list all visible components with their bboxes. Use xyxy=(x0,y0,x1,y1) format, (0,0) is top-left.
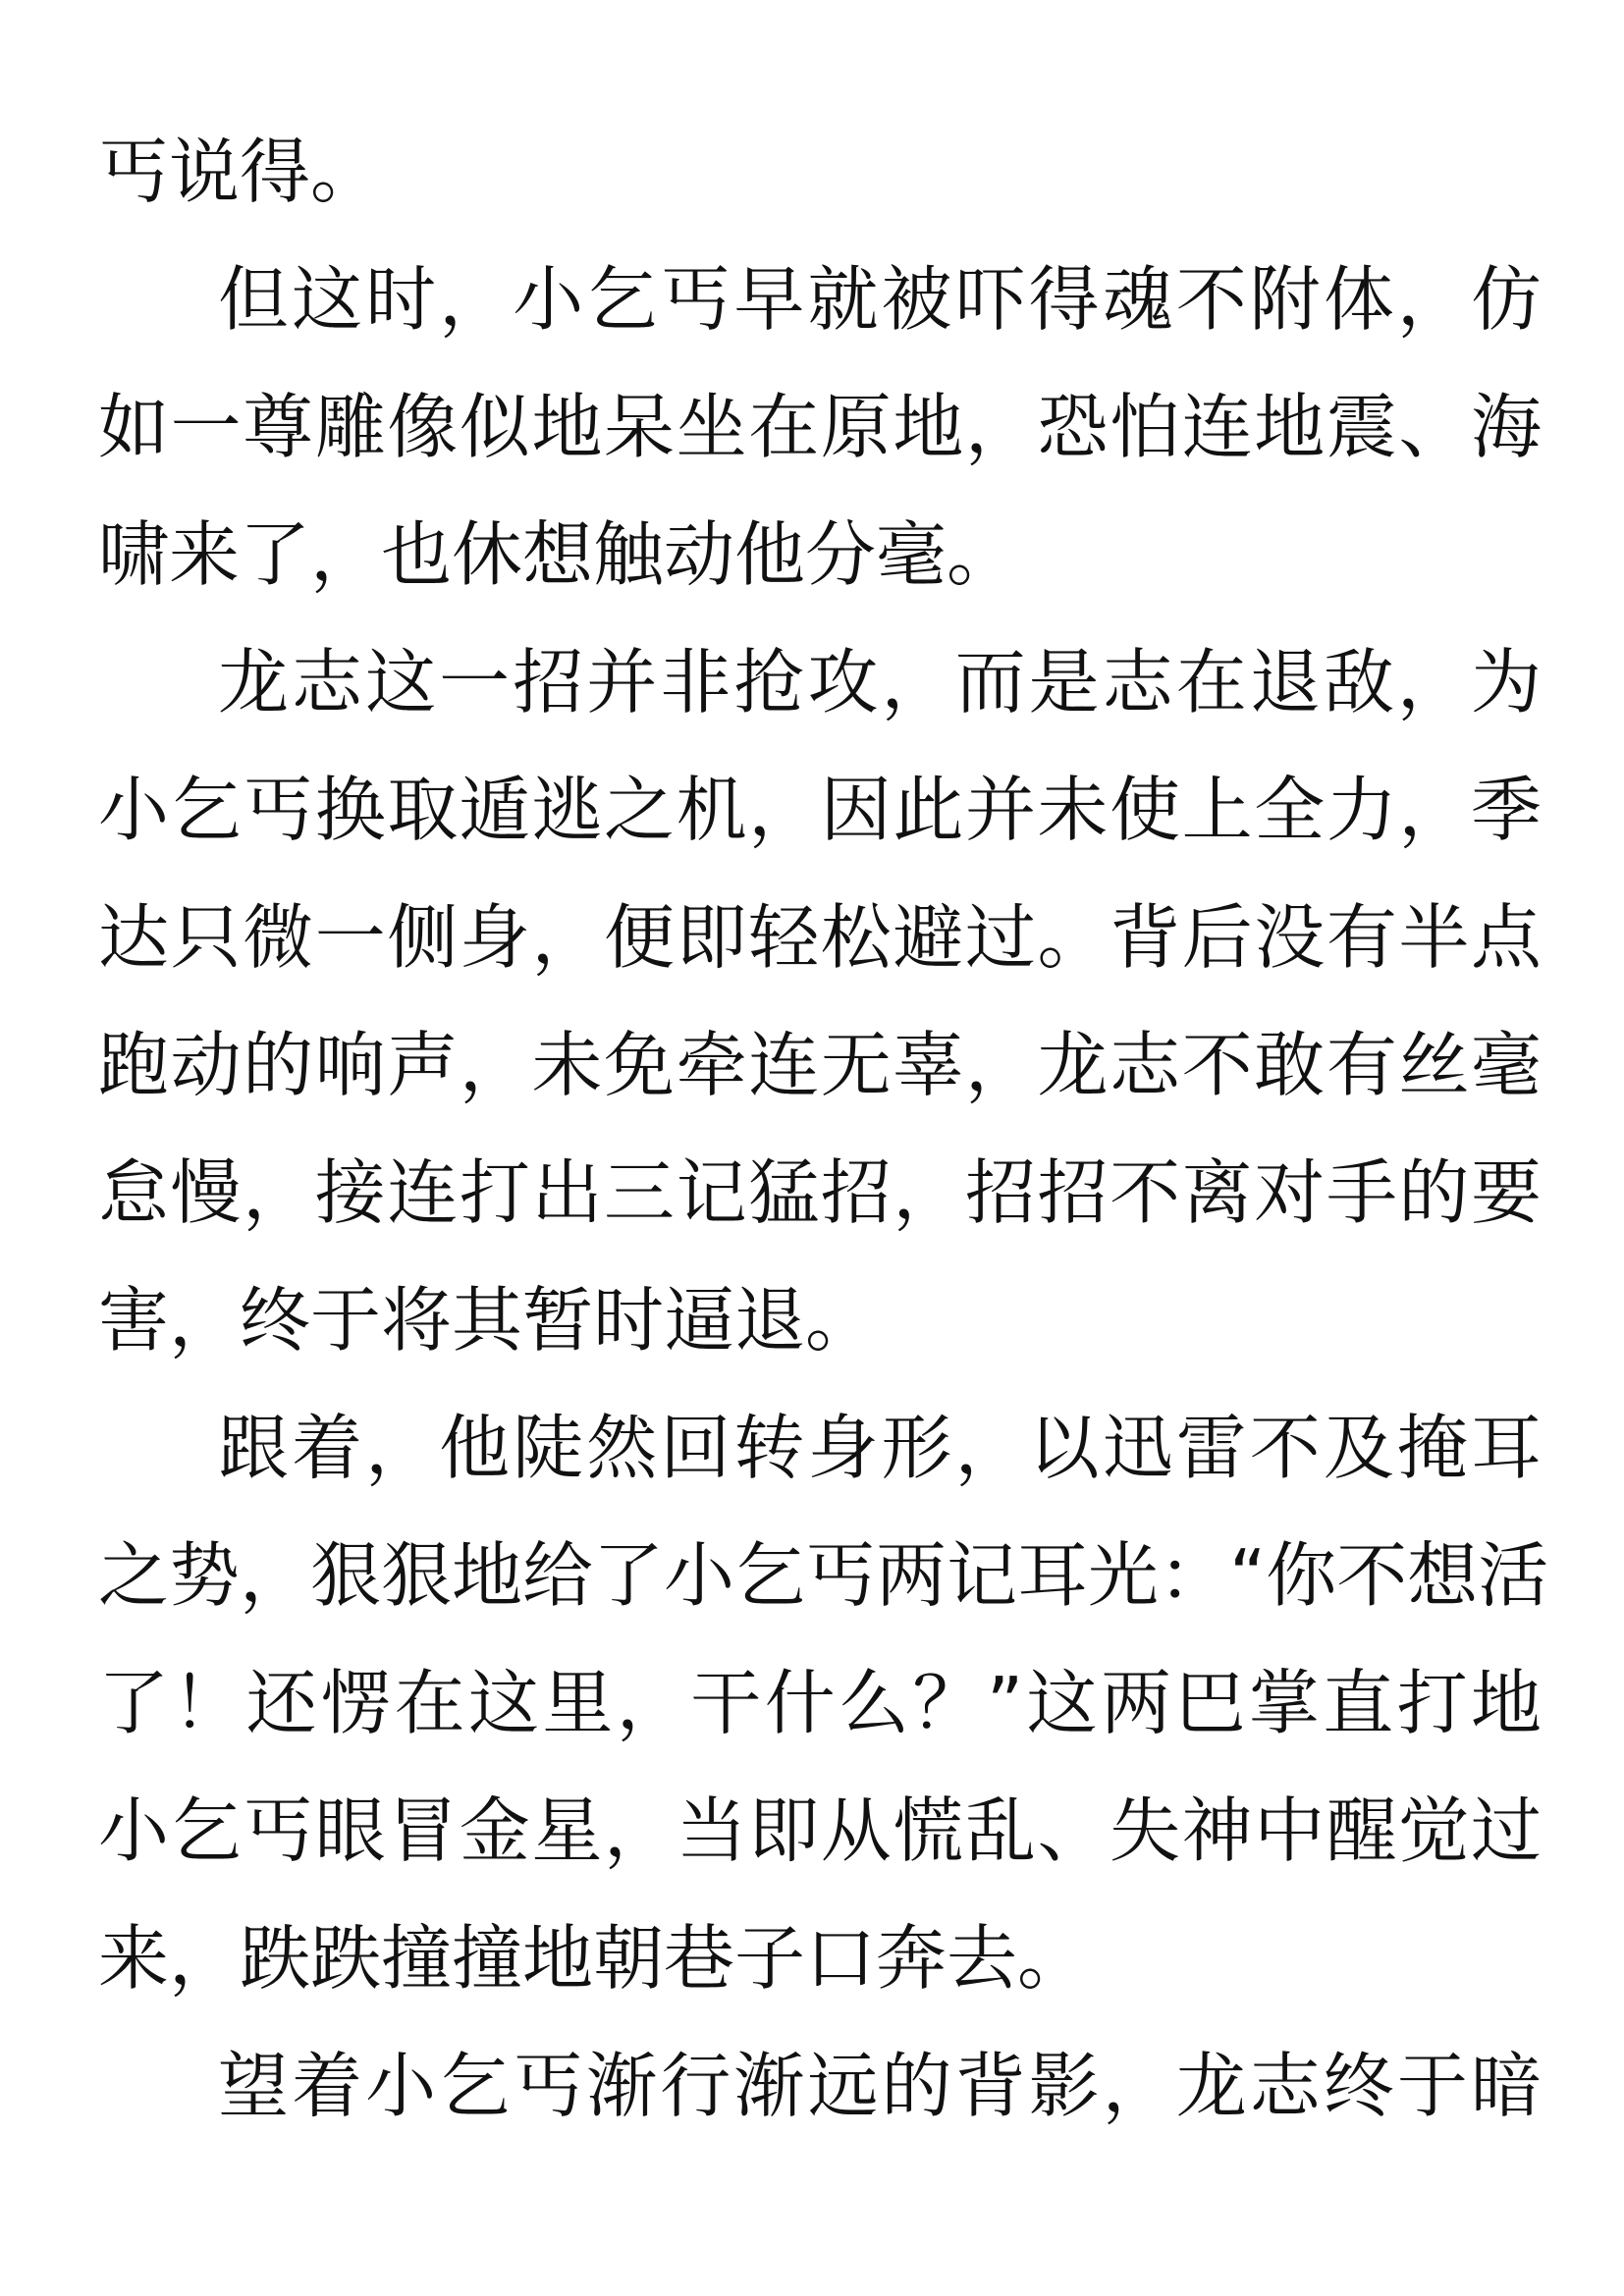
text-line-15: 来，跌跌撞撞地朝巷子口奔去。 xyxy=(98,1917,1089,2000)
text-line-1: 丐说得。 xyxy=(98,131,382,213)
text-line-16: 望着小乞丐渐行渐远的背影，龙志终于暗 xyxy=(218,2045,1542,2127)
text-line-2: 但这时，小乞丐早就被吓得魂不附体，仿 xyxy=(218,258,1542,341)
text-line-6: 小乞丐换取遁逃之机，因此并未使上全力，季 xyxy=(98,769,1542,851)
text-line-10: 害，终于将其暂时逼退。 xyxy=(98,1279,877,1362)
text-line-11: 跟着，他陡然回转身形，以迅雷不及掩耳 xyxy=(218,1407,1542,1489)
text-line-12: 之势，狠狠地给了小乞丐两记耳光：“你不想活 xyxy=(98,1534,1549,1617)
text-line-4: 啸来了，也休想触动他分毫。 xyxy=(98,513,1018,596)
text-line-3: 如一尊雕像似地呆坐在原地，恐怕连地震、海 xyxy=(98,386,1542,468)
text-line-7: 达只微一侧身，便即轻松避过。背后没有半点 xyxy=(98,896,1542,979)
text-line-13: 了！还愣在这里，干什么？”这两巴掌直打地 xyxy=(98,1662,1542,1744)
text-line-5: 龙志这一招并非抢攻，而是志在退敌，为 xyxy=(218,641,1542,723)
text-line-9: 怠慢，接连打出三记猛招，招招不离对手的要 xyxy=(98,1151,1542,1234)
text-line-8: 跑动的响声，未免牵连无辜，龙志不敢有丝毫 xyxy=(98,1024,1542,1106)
text-line-14: 小乞丐眼冒金星，当即从慌乱、失神中醒觉过 xyxy=(98,1789,1542,1872)
